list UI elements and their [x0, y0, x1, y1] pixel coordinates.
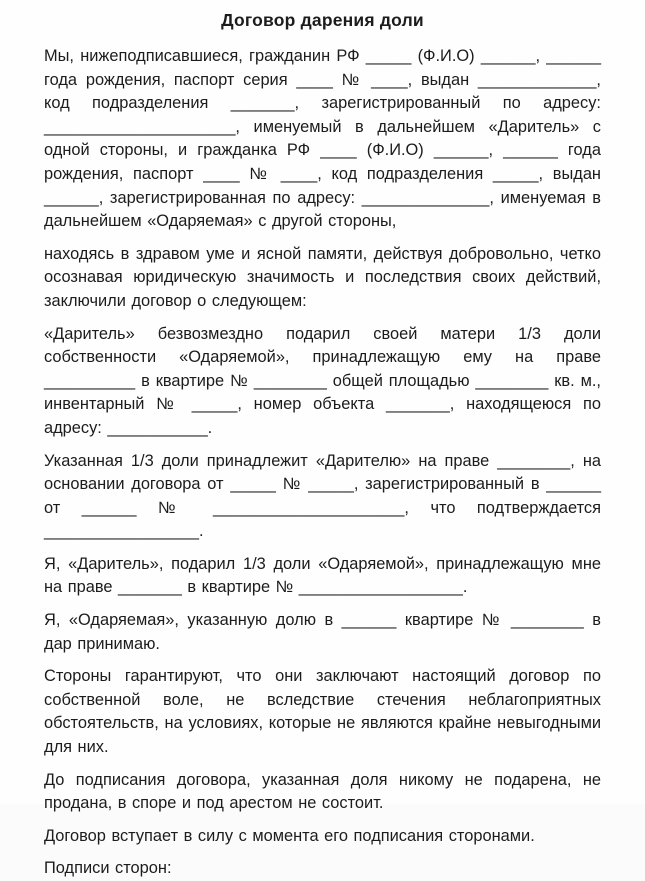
paragraph-parties: Мы, нижеподписавшиеся, гражданин РФ _____ (Ф.И.О) ______, ______ года рождения, паспорт серия ____ № ____, выдан _____________, код подразделения _______, зарегистрированный по адресу: _____________________, именуемый в дальнейшем «Даритель» с одной стороны, и гражданка РФ ____ (Ф.И.О) ______, ______ года рождения, паспорт ____ № ____, код подразделения _____, выдан ______, зарегистрированная по адресу: ______________, именуемая в дальнейшем «Одаряемая» с другой стороны, [44, 47, 601, 231]
paragraph-donor-statement: Я, «Даритель», подарил 1/3 доли «Одаряемой», принадлежащую мне на праве _______ в квартире № __________________. [44, 554, 601, 597]
paragraph-effective-date: Договор вступает в силу с момента его подписания сторонами. [44, 826, 535, 845]
paragraph-donee-acceptance: Я, «Одаряемая», указанную долю в ______ квартире № ________ в дар принимаю. [44, 611, 601, 653]
document-title: Договор дарения доли [221, 10, 424, 30]
paragraph-sound-mind-clause: находясь в здравом уме и ясной памяти, действуя добровольно, четко осознавая юридическую значимость и последствия своих действий, заключили договор о следующем: [44, 244, 601, 310]
paragraph-ownership-basis: Указанная 1/3 доли принадлежит «Дарителю» на праве ________, на основании договора от _____ № _____, зарегистрированный в ______ от ______ № _____________________, что подтверждается _________________. [44, 451, 601, 541]
paragraph-signatures-heading: Подписи сторон: [44, 859, 172, 878]
paragraph-gift-subject: «Даритель» безвозмездно подарил своей матери 1/3 доли собственности «Одаряемой», принадлежащую ему на праве __________ в квартире № ________ общей площадью ________ кв. м., инвентарный № _____, номер объекта _______, находящеюся по адресу: ___________. [44, 324, 601, 437]
paragraph-no-encumbrance: До подписания договора, указанная доля никому не подарена, не продана, в споре и под арестом не состоит. [44, 770, 601, 813]
paragraph-free-will-guarantee: Стороны гарантируют, что они заключают настоящий договор по собственной воле, не вследствие стечения неблагоприятных обстоятельств, на условиях, которые не являются крайне невыгодными для них. [44, 667, 601, 757]
